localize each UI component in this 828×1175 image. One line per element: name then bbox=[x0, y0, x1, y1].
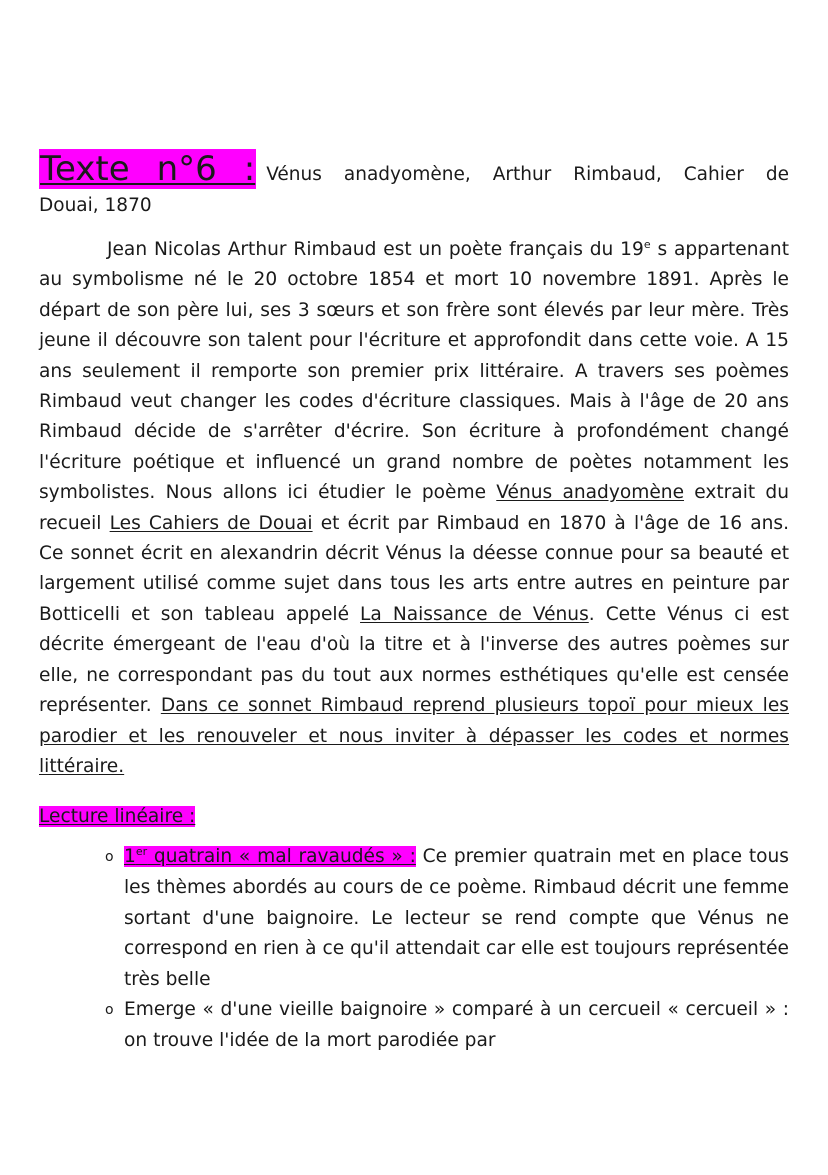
list-item-text: Emerge « d'une vieille baignoire » comparé à un cercueil « cercueil » : on trouve l'idée de la mort parodiée par bbox=[124, 999, 789, 1051]
intro-paragraph bbox=[39, 235, 789, 782]
thesis-statement: Dans ce sonnet Rimbaud reprend plusieurs topoï pour mieux les parodier et les renouveler et nous inviter à dépasser les codes et normes littéraire. bbox=[39, 695, 789, 777]
bullet-circle-icon: o bbox=[105, 1002, 114, 1019]
list-item bbox=[105, 842, 789, 995]
quatrain-label bbox=[124, 846, 416, 867]
title-line bbox=[39, 150, 789, 190]
section-heading: Lecture linéaire : bbox=[39, 806, 196, 828]
poem-title: Vénus anadyomène bbox=[496, 482, 685, 504]
bullet-circle-icon: o bbox=[105, 849, 114, 866]
intro-text-5: . Cette Vénus ci est décrite émergeant de l'eau d'où la titre et à l'inverse des autres poèmes sur elle, ne correspondant pas du tout aux normes esthétiques qu'elle est censée représenter. bbox=[39, 603, 789, 717]
intro-text-3: extrait du recueil bbox=[39, 482, 789, 534]
list-item bbox=[105, 995, 789, 1056]
intro-text-4: et écrit par Rimbaud en 1870 à l'âge de 16 ans. Ce sonnet écrit en alexandrin décrit Vénus la déesse connue pour sa beauté et largement utilisé comme sujet dans tous les arts entre autres en peinture par Botticelli et son tableau appelé bbox=[39, 512, 789, 625]
intro-text-1: Jean Nicolas Arthur Rimbaud est un poète français du 19 bbox=[107, 239, 644, 260]
title-subtitle-continued: Douai, 1870 bbox=[39, 195, 152, 216]
analysis-list bbox=[39, 842, 789, 1056]
painting-title: La Naissance de Vénus bbox=[360, 603, 589, 625]
document-content bbox=[39, 150, 789, 1056]
list-item-text: Ce premier quatrain met en place tous les thèmes abordés au cours de ce poème. Rimbaud décrit une femme sortant d'une baignoire. Le lecteur se rend compte que Vénus ne correspond en rien à ce qu'il attendait car elle est toujours représentée très belle bbox=[124, 846, 789, 990]
quatrain-label-text: quatrain « mal ravaudés » : bbox=[147, 846, 416, 868]
century-superscript: e bbox=[643, 237, 651, 251]
text-number-title: Texte n°6 : bbox=[40, 149, 256, 189]
title-subtitle: Vénus anadyomène, Arthur Rimbaud, Cahier de bbox=[266, 164, 790, 185]
collection-title: Les Cahiers de Douai bbox=[109, 512, 313, 534]
quatrain-ordinal: er bbox=[135, 845, 148, 859]
intro-text-2: s appartenant au symbolisme né le 20 octobre 1854 et mort 10 novembre 1891. Après le départ de son père lui, ses 3 sœurs et son frère sont élevés par leur mère. Très jeune il découvre son talent pour l'écriture et approfondit dans cette voie. A 15 ans seulement il remporte son premier prix littéraire. A travers ses poèmes Rimbaud veut changer les codes d'écriture classiques. Mais à l'âge de 20 ans Rimbaud décide de s'arrêter d'écrire. Son écriture à profondément changé l'écriture poétique et influencé un grand nombre de poètes notamment les symbolistes. Nous allons ici étudier le poème bbox=[39, 239, 789, 504]
quatrain-number: 1 bbox=[124, 846, 136, 868]
section-heading-container bbox=[39, 802, 789, 832]
